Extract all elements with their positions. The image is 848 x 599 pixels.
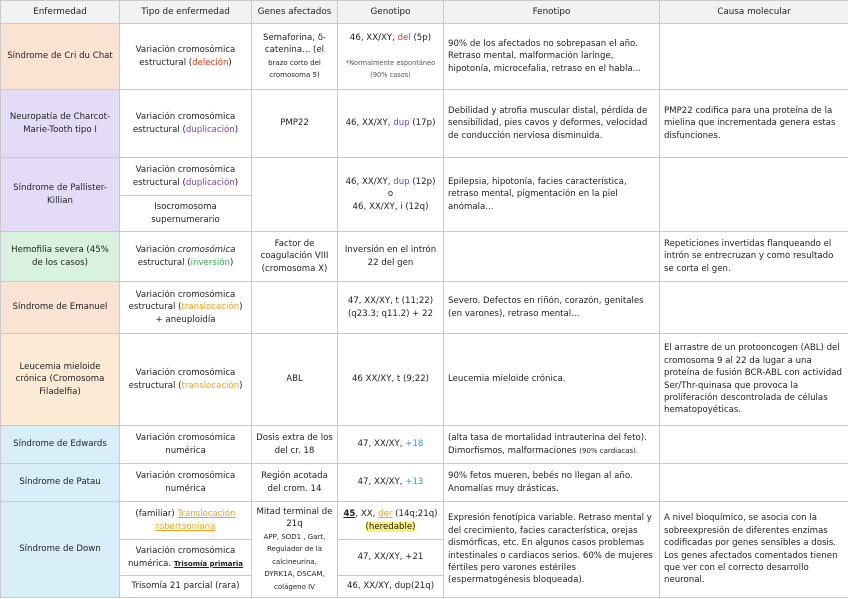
table-row	[1, 24, 848, 90]
genotype: 46, XX/XY, dup (12p) o 46, XX/XY, i (12q)	[338, 158, 444, 232]
genotype: Inversión en el intrón 22 del gen	[338, 232, 444, 282]
molecular-cause: El arrastre de un protooncogen (ABL) del cromosoma 9 al 22 da lugar a una proteína de fusión BCR-ABL con actividad Ser/Thr-quinasa que provoca la proliferación descontrolada de células hematopoyéticas.	[660, 334, 848, 426]
affected-genes: Mitad terminal de 21q APP, SOD1 , Gart, Regulador de la calcineurina, DYRK1A, DSCAM, colágeno IV	[252, 502, 338, 598]
genotype: 47, XX/XY, +18	[338, 426, 444, 464]
molecular-cause	[660, 282, 848, 334]
phenotype: 90% de los afectados no sobrepasan el año. Retraso mental, malformación laringe, hipotonía, microcefalia, retraso en el habla...	[444, 24, 660, 90]
phenotype: 90% fetos mueren, bebés no llegan al año. Anomalías muy drásticas.	[444, 464, 660, 502]
affected-genes	[252, 158, 338, 232]
genotype: 47, XX/XY, t (11;22) (q23.3; q11.2) + 22	[338, 282, 444, 334]
disease-name: Síndrome de Patau	[1, 464, 120, 502]
disease-name: Síndrome de Down	[1, 502, 120, 598]
disease-type: Variación cromosómica estructural (duplicación)	[120, 158, 252, 196]
disease-name: Hemofilia severa (45% de los casos)	[1, 232, 120, 282]
table-row	[1, 232, 848, 282]
disease-type: Variación cromosómica estructural (deleción)	[120, 24, 252, 90]
table-row	[1, 282, 848, 334]
disease-type: Variación cromosómica estructural (inversión)	[120, 232, 252, 282]
header-fenotipo: Fenotipo	[444, 1, 660, 24]
disease-type: Variación cromosómica numérica	[120, 426, 252, 464]
phenotype: Expresión fenotípica variable. Retraso mental y del crecimiento, facies característica, orejas dismórficas, etc. En algunos casos problemas intestinales o cardiacos serios. 60% de mujeres fértiles pero varones estériles (espermatogénesis bloqueada).	[444, 502, 660, 598]
molecular-cause	[660, 426, 848, 464]
affected-genes: Dosis extra de los del cr. 18	[252, 426, 338, 464]
genotype: 47, XX/XY, +21	[338, 540, 444, 576]
phenotype: Leucemia mieloide crónica.	[444, 334, 660, 426]
molecular-cause: PMP22 codifica para una proteína de la mielina que incrementada genera estas disfunciones.	[660, 90, 848, 158]
genotype: 46, XX/XY, dup(21q)	[338, 576, 444, 598]
disease-name: Síndrome de Cri du Chat	[1, 24, 120, 90]
phenotype	[444, 232, 660, 282]
disease-type: Variación cromosómica estructural (translocación)	[120, 334, 252, 426]
disease-type: Trisomía 21 parcial (rara)	[120, 576, 252, 598]
disease-type: Variación cromosómica estructural (duplicación)	[120, 90, 252, 158]
phenotype: Severo. Defectos en riñón, corazón, genitales (en varones), retraso mental...	[444, 282, 660, 334]
disease-type: Variación cromosómica numérica. Trisomía primaria	[120, 540, 252, 576]
table-row	[1, 502, 848, 540]
affected-genes: Semaforina, δ-catenina... (el brazo corto del cromosoma 5)	[252, 24, 338, 90]
molecular-cause	[660, 24, 848, 90]
header-genes: Genes afectados	[252, 1, 338, 24]
affected-genes: Factor de coagulación VIII (cromosoma X)	[252, 232, 338, 282]
table-row	[1, 426, 848, 464]
disease-name: Síndrome de Edwards	[1, 426, 120, 464]
header-causa: Causa molecular	[660, 1, 848, 24]
disease-type: Isocromosoma supernumerario	[120, 196, 252, 232]
table-row	[1, 158, 848, 196]
disease-type: (familiar) Translocación robertsoniana	[120, 502, 252, 540]
molecular-cause	[660, 464, 848, 502]
disease-name: Síndrome de Emanuel	[1, 282, 120, 334]
phenotype: (alta tasa de mortalidad intrauterina del feto). Dimorfismos, malformaciones (90% cardiacas).	[444, 426, 660, 464]
header-row	[1, 1, 848, 24]
disease-name: Leucemia mieloide crónica (Cromosoma Filadelfia)	[1, 334, 120, 426]
genotype: 46, XX/XY, dup (17p)	[338, 90, 444, 158]
affected-genes: ABL	[252, 334, 338, 426]
genotype: 47, XX/XY, +13	[338, 464, 444, 502]
phenotype: Debilidad y atrofia muscular distal, pérdida de sensibilidad, pies cavos y deformes, velocidad de conducción nerviosa disminuida.	[444, 90, 660, 158]
disease-name: Neuropatía de Charcot-Marie-Tooth tipo I	[1, 90, 120, 158]
genotype: 46, XX/XY, del (5p) *Normalmente espontáneo (90% casos)	[338, 24, 444, 90]
disease-type: Variación cromosómica estructural (translocación) + aneuploidía	[120, 282, 252, 334]
table-row	[1, 464, 848, 502]
affected-genes	[252, 282, 338, 334]
affected-genes: PMP22	[252, 90, 338, 158]
disease-type: Variación cromosómica numérica	[120, 464, 252, 502]
genotype: 46 XX/XY, t (9;22)	[338, 334, 444, 426]
disease-name: Síndrome de Pallister-Killian	[1, 158, 120, 232]
header-genotipo: Genotipo	[338, 1, 444, 24]
phenotype: Epilepsia, hipotonía, facies característica, retraso mental, pigmentación en la piel anómala...	[444, 158, 660, 232]
header-tipo: Tipo de enfermedad	[120, 1, 252, 24]
affected-genes: Región acotada del crom. 14	[252, 464, 338, 502]
molecular-cause	[660, 158, 848, 232]
table-row	[1, 334, 848, 426]
molecular-cause: A nivel bioquímico, se asocia con la sobreexpresión de diferentes enzimas codificadas por genes sensibles a dosis. Los genes afectados comentados tienen que ver con el correcto desarrollo neuronal.	[660, 502, 848, 598]
header-enfermedad: Enfermedad	[1, 1, 120, 24]
table-row	[1, 90, 848, 158]
molecular-cause: Repeticiones invertidas flanqueando el intrón se entrecruzan y como resultado se corta el gen.	[660, 232, 848, 282]
genotype: 45, XX, der (14q;21q) (heredable)	[338, 502, 444, 540]
